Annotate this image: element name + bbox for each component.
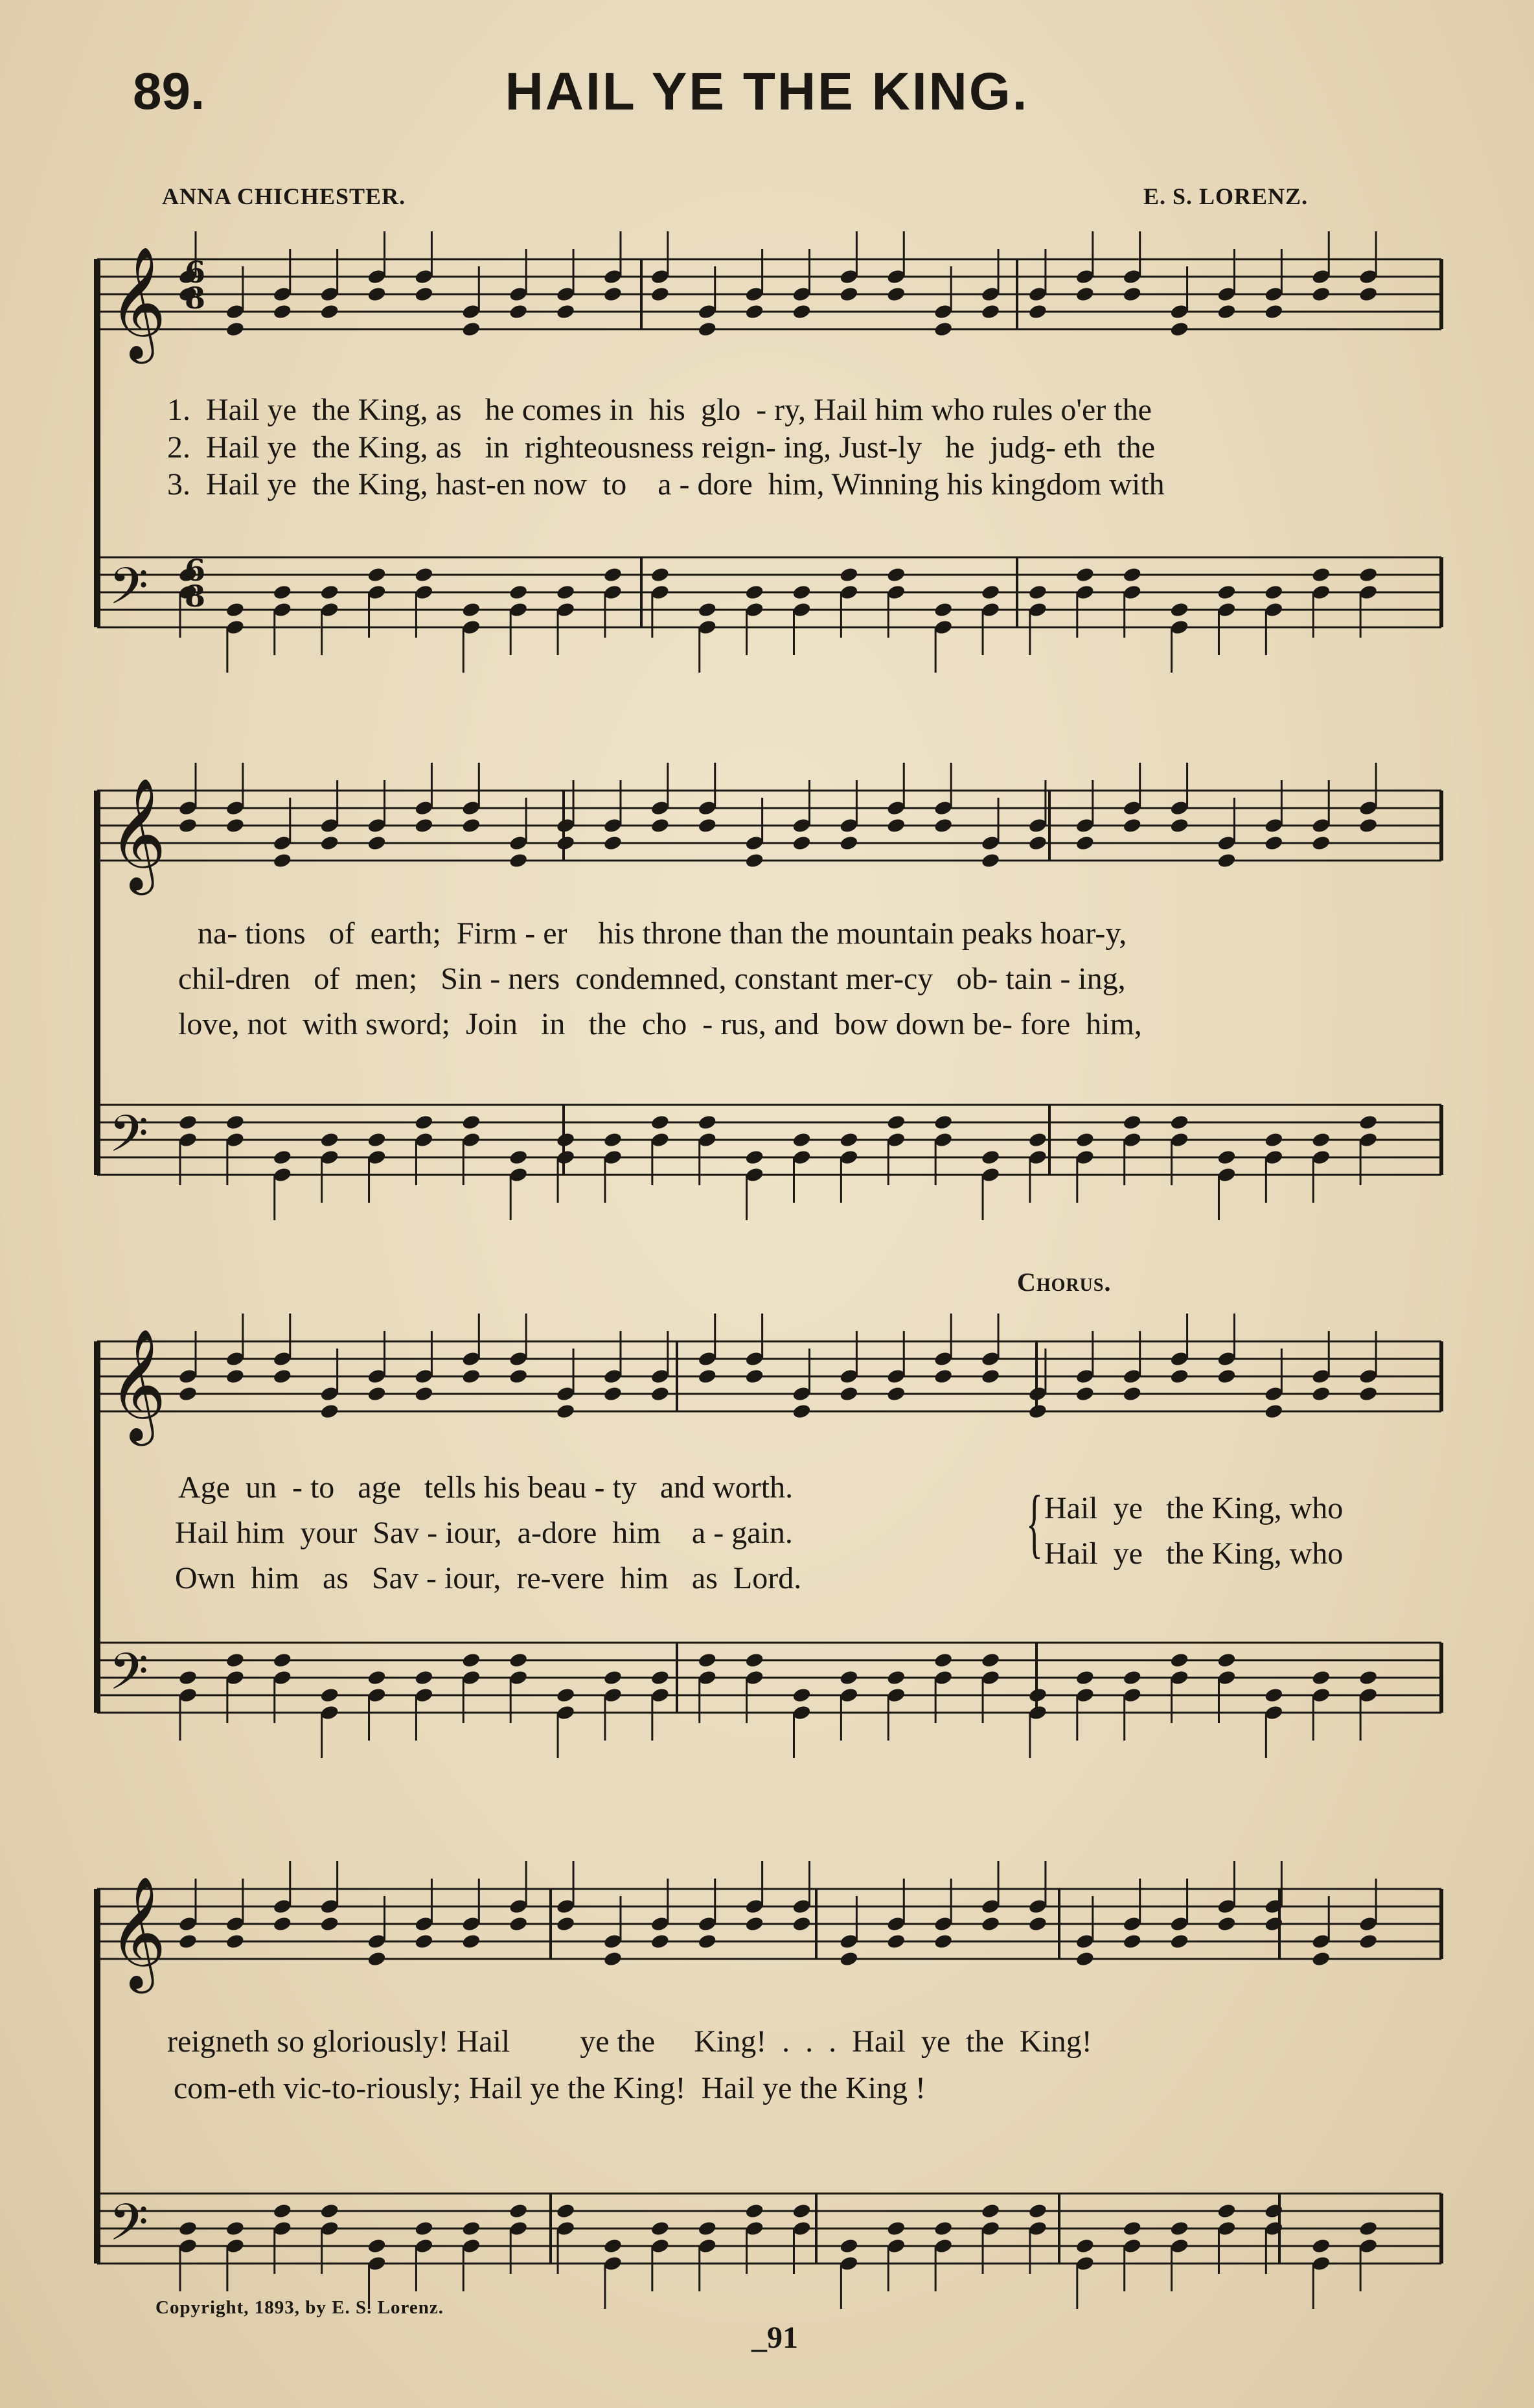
note-head bbox=[603, 835, 623, 851]
note-head bbox=[225, 1114, 246, 1131]
note-head bbox=[981, 1652, 1001, 1669]
chorus-line4: com-eth vic-to-riously; Hail ye the King! Hail ye the King ! bbox=[174, 2071, 926, 2105]
bass-clef: 𝄢 bbox=[109, 557, 149, 629]
note-head bbox=[319, 1403, 339, 1420]
note-head bbox=[744, 1916, 764, 1932]
note-head bbox=[367, 2238, 387, 2254]
note-head bbox=[1358, 1933, 1379, 1950]
note-head bbox=[272, 584, 292, 601]
page-number-value: 91 bbox=[767, 2321, 798, 2355]
note-head bbox=[650, 286, 670, 303]
note-head bbox=[933, 1933, 954, 1950]
note-head bbox=[792, 1916, 812, 1932]
page-number: _91 bbox=[751, 2321, 798, 2355]
copyright: Copyright, 1893, by E. S. Lorenz. bbox=[155, 2297, 444, 2318]
note-head bbox=[839, 286, 859, 303]
note-head bbox=[886, 1114, 906, 1131]
note-head bbox=[319, 584, 339, 601]
note-head bbox=[461, 1652, 481, 1669]
note-head bbox=[792, 1687, 812, 1704]
note-head bbox=[414, 1933, 434, 1950]
lyricist-credit: ANNA CHICHESTER. bbox=[162, 183, 406, 209]
note-head bbox=[650, 1114, 670, 1131]
note-head bbox=[509, 1149, 529, 1166]
note-head bbox=[839, 2238, 859, 2254]
chorus-line3: reigneth so gloriously! Hail ye the King! . . . Hail ye the King! bbox=[167, 2024, 1092, 2059]
note-head bbox=[319, 1131, 339, 1148]
note-head bbox=[1028, 1403, 1048, 1420]
note-head bbox=[792, 303, 812, 320]
note-head bbox=[1358, 2220, 1379, 2237]
note-head bbox=[697, 817, 717, 834]
note-head bbox=[1028, 1687, 1048, 1704]
note-head bbox=[886, 286, 906, 303]
note-head bbox=[981, 1916, 1001, 1932]
note-head bbox=[792, 835, 812, 851]
note-head bbox=[839, 1951, 859, 1967]
note-head bbox=[414, 1669, 434, 1686]
chorus-line1: Hail ye the King, who bbox=[1044, 1491, 1344, 1525]
note-head bbox=[509, 1368, 529, 1385]
note-head bbox=[886, 1669, 906, 1686]
note-head bbox=[509, 1652, 529, 1669]
composer-credit: E. S. LORENZ. bbox=[1143, 183, 1309, 209]
chorus-label: Chorus. bbox=[1017, 1268, 1112, 1297]
note-head bbox=[744, 2203, 764, 2219]
hymn-number: 89. bbox=[133, 62, 205, 120]
note-head bbox=[650, 1385, 670, 1402]
note-head bbox=[1122, 1669, 1142, 1686]
note-head bbox=[1217, 303, 1237, 320]
note-head bbox=[933, 1368, 954, 1385]
note-head bbox=[603, 286, 623, 303]
note-head bbox=[272, 1916, 292, 1932]
note-head bbox=[461, 321, 481, 338]
note-head bbox=[1169, 1652, 1189, 1669]
note-head bbox=[1169, 601, 1189, 618]
verse1-line3: Age un - to age tells his beau - ty and worth. bbox=[178, 1470, 794, 1505]
note-head bbox=[1075, 1669, 1095, 1686]
note-head bbox=[556, 303, 576, 320]
note-head bbox=[1217, 584, 1237, 601]
note-head bbox=[792, 584, 812, 601]
note-head bbox=[1075, 1131, 1095, 1148]
note-head bbox=[225, 817, 246, 834]
note-head bbox=[650, 817, 670, 834]
hymn-title: HAIL YE THE KING. bbox=[505, 62, 1029, 121]
note-head bbox=[367, 835, 387, 851]
note-head bbox=[1075, 2238, 1095, 2254]
note-head bbox=[981, 1368, 1001, 1385]
note-head bbox=[414, 1114, 434, 1131]
note-head bbox=[1028, 835, 1048, 851]
note-head bbox=[1264, 2203, 1284, 2219]
note-head bbox=[225, 1652, 246, 1669]
note-head bbox=[744, 1652, 764, 1669]
note-head bbox=[509, 2203, 529, 2219]
note-head bbox=[839, 1131, 859, 1148]
note-head bbox=[933, 817, 954, 834]
note-head bbox=[1264, 584, 1284, 601]
note-head bbox=[178, 2220, 198, 2237]
note-head bbox=[1075, 835, 1095, 851]
verse2-line3: Hail him your Sav - iour, a-dore him a - gain. bbox=[175, 1516, 793, 1550]
note-head bbox=[697, 1933, 717, 1950]
verse3-line3: Own him as Sav - iour, re-vere him as Lord. bbox=[175, 1561, 802, 1595]
verse2-line1: 2. Hail ye the King, as in righteousness reign- ing, Just-ly he judg- eth the bbox=[167, 430, 1156, 465]
note-head bbox=[556, 835, 576, 851]
note-head bbox=[886, 817, 906, 834]
treble-clef: 𝄞 bbox=[109, 1876, 166, 1989]
note-head bbox=[1075, 286, 1095, 303]
note-head bbox=[1028, 303, 1048, 320]
note-head bbox=[981, 852, 1001, 869]
note-head bbox=[697, 601, 717, 618]
note-head bbox=[603, 1131, 623, 1148]
note-head bbox=[933, 601, 954, 618]
note-head bbox=[319, 1687, 339, 1704]
verse3-line1: 3. Hail ye the King, hast-en now to a - dore him, Winning his kingdom with bbox=[167, 467, 1165, 502]
note-head bbox=[1075, 1951, 1095, 1967]
note-head bbox=[225, 1933, 246, 1950]
note-head bbox=[1358, 1385, 1379, 1402]
note-head bbox=[1358, 566, 1379, 583]
note-head bbox=[839, 1385, 859, 1402]
chorus-brace: { bbox=[1025, 1479, 1043, 1566]
note-head bbox=[1311, 2238, 1331, 2254]
treble-clef: 𝄞 bbox=[109, 246, 166, 359]
note-head bbox=[1217, 1368, 1237, 1385]
note-head bbox=[603, 566, 623, 583]
note-head bbox=[461, 1368, 481, 1385]
note-head bbox=[272, 303, 292, 320]
note-head bbox=[1358, 286, 1379, 303]
treble-clef: 𝄞 bbox=[109, 778, 166, 890]
note-head bbox=[744, 1149, 764, 1166]
verse3-line2: love, not with sword; Join in the cho - rus, and bow down be- fore him, bbox=[178, 1007, 1142, 1041]
note-head bbox=[886, 1933, 906, 1950]
note-head bbox=[933, 1652, 954, 1669]
note-head bbox=[367, 1951, 387, 1967]
note-head bbox=[1075, 1385, 1095, 1402]
note-head bbox=[367, 1131, 387, 1148]
bass-clef: 𝄢 bbox=[109, 1105, 149, 1176]
note-head bbox=[1264, 1916, 1284, 1932]
verse1-line2: na- tions of earth; Firm - er his throne than the mountain peaks hoar-y, bbox=[198, 916, 1127, 951]
note-head bbox=[178, 1933, 198, 1950]
note-head bbox=[272, 1652, 292, 1669]
note-head bbox=[839, 566, 859, 583]
note-head bbox=[367, 566, 387, 583]
staff-lines bbox=[97, 255, 1441, 2263]
note-head bbox=[556, 1916, 576, 1932]
note-head bbox=[839, 835, 859, 851]
note-head bbox=[886, 566, 906, 583]
note-head bbox=[367, 1385, 387, 1402]
note-head bbox=[1169, 1933, 1189, 1950]
note-head bbox=[1264, 303, 1284, 320]
note-head bbox=[886, 2220, 906, 2237]
note-head bbox=[319, 2203, 339, 2219]
note-head bbox=[272, 2203, 292, 2219]
note-head bbox=[556, 1403, 576, 1420]
note-head bbox=[178, 1114, 198, 1131]
note-head bbox=[981, 2203, 1001, 2219]
note-head bbox=[1122, 286, 1142, 303]
note-head bbox=[1169, 1114, 1189, 1131]
note-head bbox=[272, 852, 292, 869]
note-head bbox=[178, 1385, 198, 1402]
note-head bbox=[1264, 1687, 1284, 1704]
note-head bbox=[1122, 566, 1142, 583]
note-head bbox=[509, 584, 529, 601]
note-head bbox=[556, 1687, 576, 1704]
note-head bbox=[839, 1669, 859, 1686]
note-head bbox=[461, 2220, 481, 2237]
note-head bbox=[225, 601, 246, 618]
note-head bbox=[744, 852, 764, 869]
note-head bbox=[414, 286, 434, 303]
note-head bbox=[178, 817, 198, 834]
note-head bbox=[1311, 835, 1331, 851]
note-head bbox=[603, 1951, 623, 1967]
note-head bbox=[1358, 1114, 1379, 1131]
note-head bbox=[225, 321, 246, 338]
bass-clef: 𝄢 bbox=[109, 2194, 149, 2265]
note-head bbox=[933, 2220, 954, 2237]
note-head bbox=[225, 1368, 246, 1385]
note-head bbox=[414, 817, 434, 834]
note-head bbox=[1028, 1131, 1048, 1148]
note-head bbox=[1122, 1385, 1142, 1402]
bass-time-signature-bottom: 8 bbox=[185, 579, 206, 614]
note-head bbox=[1311, 1131, 1331, 1148]
treble-clef: 𝄞 bbox=[109, 1328, 166, 1441]
note-head bbox=[1358, 1669, 1379, 1686]
note-head bbox=[319, 1916, 339, 1932]
note-head bbox=[933, 1114, 954, 1131]
note-head bbox=[1217, 1149, 1237, 1166]
note-head bbox=[603, 1669, 623, 1686]
note-head bbox=[1169, 2220, 1189, 2237]
note-head bbox=[981, 303, 1001, 320]
note-head bbox=[792, 1131, 812, 1148]
note-head bbox=[697, 1652, 717, 1669]
note-head bbox=[697, 321, 717, 338]
note-head bbox=[509, 303, 529, 320]
note-head bbox=[1028, 1916, 1048, 1932]
note-head bbox=[461, 1933, 481, 1950]
note-head bbox=[697, 1114, 717, 1131]
note-head bbox=[1122, 1114, 1142, 1131]
note-head bbox=[1311, 1669, 1331, 1686]
note-heads bbox=[178, 231, 1379, 2309]
note-head bbox=[744, 584, 764, 601]
note-head bbox=[272, 1149, 292, 1166]
note-head bbox=[1075, 566, 1095, 583]
note-head bbox=[1122, 2220, 1142, 2237]
note-head bbox=[414, 566, 434, 583]
note-head bbox=[1311, 1951, 1331, 1967]
note-head bbox=[225, 2220, 246, 2237]
note-head bbox=[1217, 1916, 1237, 1932]
bass-clef: 𝄢 bbox=[109, 1643, 149, 1714]
bass-time-signature-top: 6 bbox=[185, 553, 206, 588]
verse1-line1: 1. Hail ye the King, as he comes in his glo - ry, Hail him who rules o'er the bbox=[167, 393, 1152, 427]
note-head bbox=[1264, 1403, 1284, 1420]
note-head bbox=[792, 2203, 812, 2219]
note-head bbox=[1358, 817, 1379, 834]
note-head bbox=[272, 1368, 292, 1385]
note-head bbox=[367, 1669, 387, 1686]
note-head bbox=[1169, 1368, 1189, 1385]
note-head bbox=[1028, 584, 1048, 601]
note-head bbox=[792, 1403, 812, 1420]
note-head bbox=[650, 1933, 670, 1950]
note-head bbox=[886, 1385, 906, 1402]
time-signature-bottom: 8 bbox=[185, 281, 206, 316]
clefs bbox=[109, 246, 166, 2265]
note-head bbox=[461, 1114, 481, 1131]
note-head bbox=[1217, 1652, 1237, 1669]
note-head bbox=[697, 1368, 717, 1385]
note-head bbox=[1311, 566, 1331, 583]
note-head bbox=[603, 1385, 623, 1402]
chorus-line2: Hail ye the King, who bbox=[1044, 1536, 1344, 1571]
note-head bbox=[556, 584, 576, 601]
note-head bbox=[981, 584, 1001, 601]
note-head bbox=[1028, 2203, 1048, 2219]
note-head bbox=[556, 2203, 576, 2219]
note-head bbox=[178, 1669, 198, 1686]
note-head bbox=[1264, 835, 1284, 851]
note-head bbox=[414, 1385, 434, 1402]
note-head bbox=[556, 1131, 576, 1148]
note-head bbox=[509, 1916, 529, 1932]
note-head bbox=[744, 303, 764, 320]
note-head bbox=[1217, 2203, 1237, 2219]
note-head bbox=[1311, 286, 1331, 303]
note-head bbox=[1264, 1131, 1284, 1148]
note-head bbox=[1311, 1385, 1331, 1402]
note-head bbox=[1169, 321, 1189, 338]
note-head bbox=[1217, 852, 1237, 869]
note-head bbox=[461, 601, 481, 618]
note-head bbox=[414, 2220, 434, 2237]
note-head bbox=[319, 835, 339, 851]
note-head bbox=[650, 1669, 670, 1686]
note-head bbox=[650, 2220, 670, 2237]
note-head bbox=[933, 321, 954, 338]
note-head bbox=[650, 566, 670, 583]
note-head bbox=[744, 1368, 764, 1385]
note-head bbox=[367, 286, 387, 303]
note-head bbox=[603, 2238, 623, 2254]
note-head bbox=[697, 2220, 717, 2237]
note-head bbox=[1122, 1933, 1142, 1950]
note-head bbox=[1169, 817, 1189, 834]
note-head bbox=[461, 817, 481, 834]
note-head bbox=[319, 303, 339, 320]
note-head bbox=[1122, 817, 1142, 834]
note-head bbox=[509, 852, 529, 869]
verse2-line2: chil-dren of men; Sin - ners condemned, constant mer-cy ob- tain - ing, bbox=[178, 962, 1126, 996]
note-head bbox=[981, 1149, 1001, 1166]
time-signature-top: 6 bbox=[185, 255, 206, 290]
